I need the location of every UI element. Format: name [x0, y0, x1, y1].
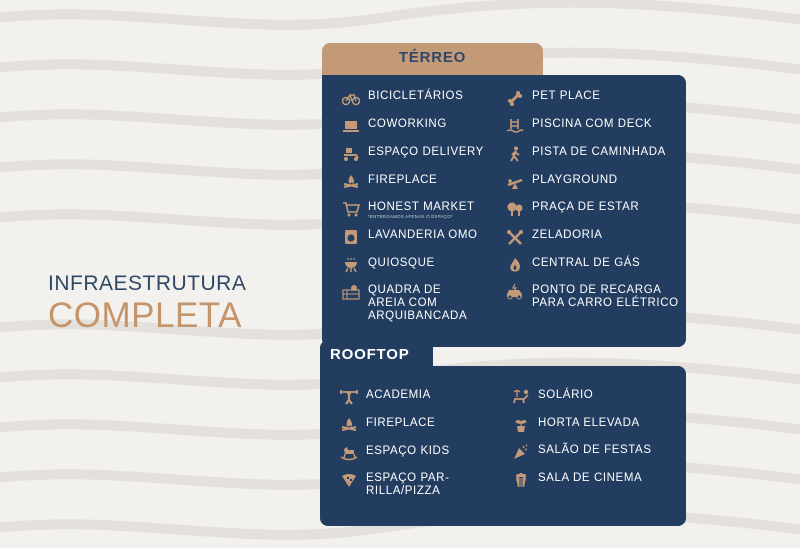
- item-label-text: SALA DE CINEMA: [538, 472, 643, 484]
- item-label: [532, 201, 639, 214]
- cart-icon: [340, 201, 362, 217]
- tab-terreo: TÉRREO: [322, 43, 543, 77]
- terreo-item-praca-de-estar: [504, 201, 639, 217]
- item-label: [532, 118, 652, 131]
- terreo-item-bicicletarios: [340, 90, 463, 106]
- item-label-text: PONTO DE RECARGA PARA CARRO ELÉTRICO: [532, 284, 679, 309]
- popcorn-icon: [510, 472, 532, 488]
- heading-line-1: INFRAESTRUTURA: [48, 272, 247, 295]
- item-label-text: COWORKING: [368, 118, 447, 130]
- item-label: [366, 445, 450, 458]
- item-label: [532, 257, 640, 270]
- item-label: [368, 201, 475, 220]
- item-label-text: PRAÇA DE ESTAR: [532, 201, 640, 213]
- rooftop-item-horta-elevada: [510, 417, 640, 433]
- section-heading: [48, 272, 246, 336]
- item-label: [366, 417, 435, 430]
- terreo-item-central-de-gas: [504, 257, 640, 273]
- grill-icon: [340, 257, 362, 273]
- item-label-text: BICICLETÁRIOS: [368, 90, 464, 102]
- item-label: [366, 472, 450, 498]
- item-label-text: ACADEMIA: [366, 389, 431, 401]
- item-label-text: PET PLACE: [532, 90, 601, 102]
- flame-icon: [504, 257, 526, 273]
- item-note: *ENTREGAMOS APENAS O ESPAÇO*: [368, 214, 453, 219]
- item-label-text: ZELADORIA: [532, 229, 603, 241]
- item-label-text: QUIOSQUE: [368, 257, 435, 269]
- item-label: [538, 417, 640, 430]
- item-label-text: PISTA DE CAMINHADA: [532, 146, 666, 158]
- pool-icon: [504, 118, 526, 134]
- rooftop-item-espaco-kids: [338, 445, 450, 461]
- item-label: [368, 174, 437, 187]
- bone-icon: [504, 90, 526, 106]
- item-label: [532, 229, 603, 242]
- item-label-text: SOLÁRIO: [538, 389, 594, 401]
- item-label-text: FIREPLACE: [368, 174, 438, 186]
- rooftop-item-salao-de-festas: [510, 444, 652, 460]
- washing-machine-icon: [340, 229, 362, 245]
- item-label-text: LAVANDERIA OMO: [368, 229, 478, 241]
- rooftop-item-fireplace: [338, 417, 435, 433]
- item-label-text: HONEST MARKET: [368, 201, 475, 213]
- fire-icon: [340, 174, 362, 190]
- rooftop-item-espaco-par-rilla-pizza: [338, 472, 450, 498]
- item-label: [368, 257, 435, 270]
- item-label: [368, 90, 463, 103]
- terreo-item-quiosque: [340, 257, 435, 273]
- terreo-item-pista-de-caminhada: [504, 146, 666, 162]
- item-label: [368, 284, 467, 323]
- item-label: [538, 472, 642, 485]
- item-label: [532, 90, 600, 103]
- rooftop-item-solario: [510, 389, 593, 405]
- sand-court-icon: [340, 284, 362, 300]
- item-label-text: SALÃO DE FESTAS: [538, 444, 652, 456]
- item-label: [368, 118, 447, 131]
- terreo-item-honest-market: [340, 201, 475, 220]
- terreo-item-coworking: [340, 118, 447, 134]
- rooftop-item-academia: [338, 389, 431, 405]
- fire-icon: [338, 417, 360, 433]
- terreo-item-ponto-de-recarga-para-carro-eletrico: [504, 284, 679, 310]
- item-label: [538, 444, 652, 457]
- terreo-item-piscina-com-deck: [504, 118, 652, 134]
- terreo-item-fireplace: [340, 174, 437, 190]
- item-label: [368, 229, 478, 242]
- item-label-text: FIREPLACE: [366, 417, 436, 429]
- item-label: [532, 284, 679, 310]
- item-label: [532, 146, 666, 159]
- tools-icon: [504, 229, 526, 245]
- terreo-item-playground: [504, 174, 618, 190]
- item-label: [368, 146, 484, 159]
- rooftop-item-sala-de-cinema: [510, 472, 642, 488]
- terreo-item-lavanderia-omo: [340, 229, 478, 245]
- party-icon: [510, 444, 532, 460]
- item-label: [538, 389, 593, 402]
- terreo-item-pet-place: [504, 90, 600, 106]
- bicycle-icon: [340, 90, 362, 106]
- item-label-text: PISCINA COM DECK: [532, 118, 653, 130]
- item-label-text: ESPAÇO PAR- RILLA/PIZZA: [366, 472, 450, 497]
- laptop-icon: [340, 118, 362, 134]
- pizza-icon: [338, 472, 360, 488]
- item-label-text: HORTA ELEVADA: [538, 417, 640, 429]
- delivery-scooter-icon: [340, 146, 362, 162]
- terreo-item-quadra-de-areia-com-arquibancada: [340, 284, 467, 323]
- tab-rooftop: ROOFTOP: [320, 340, 433, 372]
- plant-icon: [510, 417, 532, 433]
- rocking-horse-icon: [338, 445, 360, 461]
- terreo-item-espaco-delivery: [340, 146, 484, 162]
- seesaw-icon: [504, 174, 526, 190]
- item-label: [532, 174, 618, 187]
- trees-icon: [504, 201, 526, 217]
- heading-line-2: COMPLETA: [48, 296, 242, 335]
- item-label: [366, 389, 431, 402]
- item-label-text: ESPAÇO DELIVERY: [368, 146, 484, 158]
- weightlifter-icon: [338, 389, 360, 405]
- sun-lounger-icon: [510, 389, 532, 405]
- terreo-item-zeladoria: [504, 229, 603, 245]
- electric-car-icon: [504, 284, 526, 300]
- item-label-text: CENTRAL DE GÁS: [532, 257, 641, 269]
- item-label-text: PLAYGROUND: [532, 174, 618, 186]
- item-label-text: QUADRA DE AREIA COM ARQUIBANCADA: [368, 284, 468, 322]
- walking-icon: [504, 146, 526, 162]
- item-label-text: ESPAÇO KIDS: [366, 445, 450, 457]
